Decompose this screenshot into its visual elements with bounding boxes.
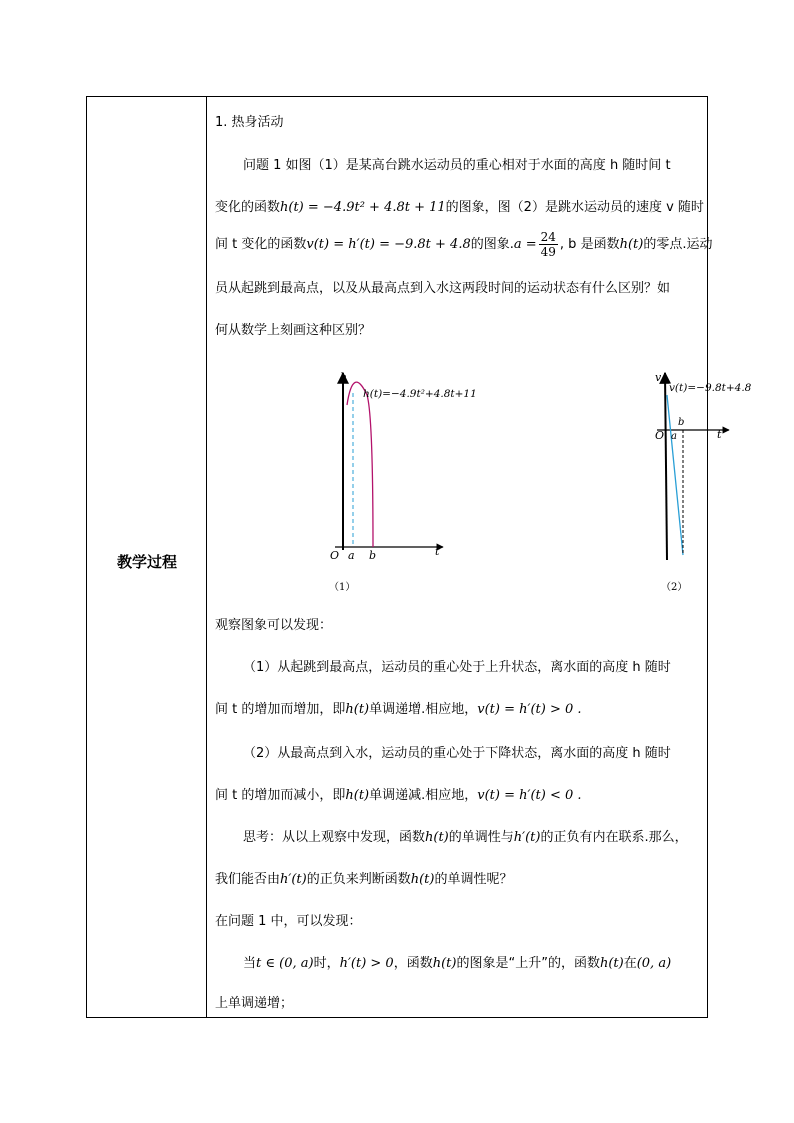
think-line-1: 思考：从以上观察中发现，函数h(t)的单调性与h′(t)的正负有内在联系.那么， (243, 830, 688, 845)
fraction-a: $\frac{24}{49}$ (540, 230, 556, 259)
observe-heading: 观察图象可以发现： (215, 618, 333, 633)
h-formula-label: h(t)=−4.9t²+4.8t+11 (363, 388, 477, 400)
problem-line-1: 问题 1 如图（1）是某高台跳水运动员的重心相对于水面的高度 h 随时间 t (243, 158, 671, 173)
when-line-1: 当t ∈ (0, a)时，h′(t) > 0，函数h(t)的图象是“上升”的，函数h(t)在(0, a) (243, 956, 672, 971)
question-1-line: 在问题 1 中，可以发现： (215, 914, 362, 929)
formula-v: v(t) = h′(t) = −9.8t + 4.8 (306, 237, 471, 252)
figure-velocity-graph (561, 365, 752, 595)
origin-label: O (330, 549, 340, 562)
formula-h: h(t) = −4.9t² + 4.8t + 11 (280, 200, 446, 215)
axis-v-label: v (655, 371, 662, 384)
b-label-2: b (678, 417, 685, 428)
caption-2: （2） (661, 582, 688, 593)
heading: 1. 热身活动 (215, 115, 284, 130)
observation-1-line-1: （1）从起跳到最高点，运动员的重心处于上升状态，离水面的高度 h 随时 (243, 660, 671, 675)
caption-1: （1） (329, 582, 356, 593)
observation-1-line-2: 间 t 的增加而增加，即h(t)单调递增.相应地，v(t) = h′(t) > 0 . (215, 702, 582, 717)
problem-line-2: 变化的函数h(t) = −4.9t² + 4.8t + 11的图象，图（2）是跳水运动员的速度 v 随时 (215, 200, 704, 215)
observation-2-line-1: （2）从最高点到入水，运动员的重心处于下降状态，离水面的高度 h 随时 (243, 746, 671, 761)
section-label: 教学过程 (116, 553, 177, 571)
v-formula-label: v(t)=−9.8t+4.8 (669, 382, 752, 394)
think-line-2: 我们能否由h′(t)的正负来判断函数h(t)的单调性呢？ (215, 872, 513, 887)
origin-label-2: O (655, 429, 665, 442)
h-curve (347, 382, 373, 547)
a-label-2: a (671, 431, 677, 442)
problem-line-5: 何从数学上刻画这种区别？ (215, 323, 372, 338)
when-line-2: 上单调递增； (215, 996, 294, 1011)
problem-line-3: 间 t 变化的函数v(t) = h′(t) = −9.8t + 4.8的图象.a = $\frac{24}{49}$ , b 是函数h(t)的零点.运动 (215, 230, 713, 259)
b-label: b (369, 549, 377, 562)
axis-h-label: h (340, 371, 348, 384)
v-axis (665, 373, 667, 560)
axis-t-label: t (435, 545, 440, 558)
figure-height-graph (315, 365, 485, 595)
lesson-table (86, 96, 752, 1018)
observation-2-line-2: 间 t 的增加而减小，即h(t)单调递减.相应地，v(t) = h′(t) < 0 . (215, 788, 582, 803)
problem-line-4: 员从起跳到最高点，以及从最高点到入水这两段时间的运动状态有什么区别？如 (215, 281, 671, 296)
axis-t2-label: t (717, 428, 722, 441)
a-label: a (348, 549, 355, 562)
label-column (87, 97, 207, 1017)
